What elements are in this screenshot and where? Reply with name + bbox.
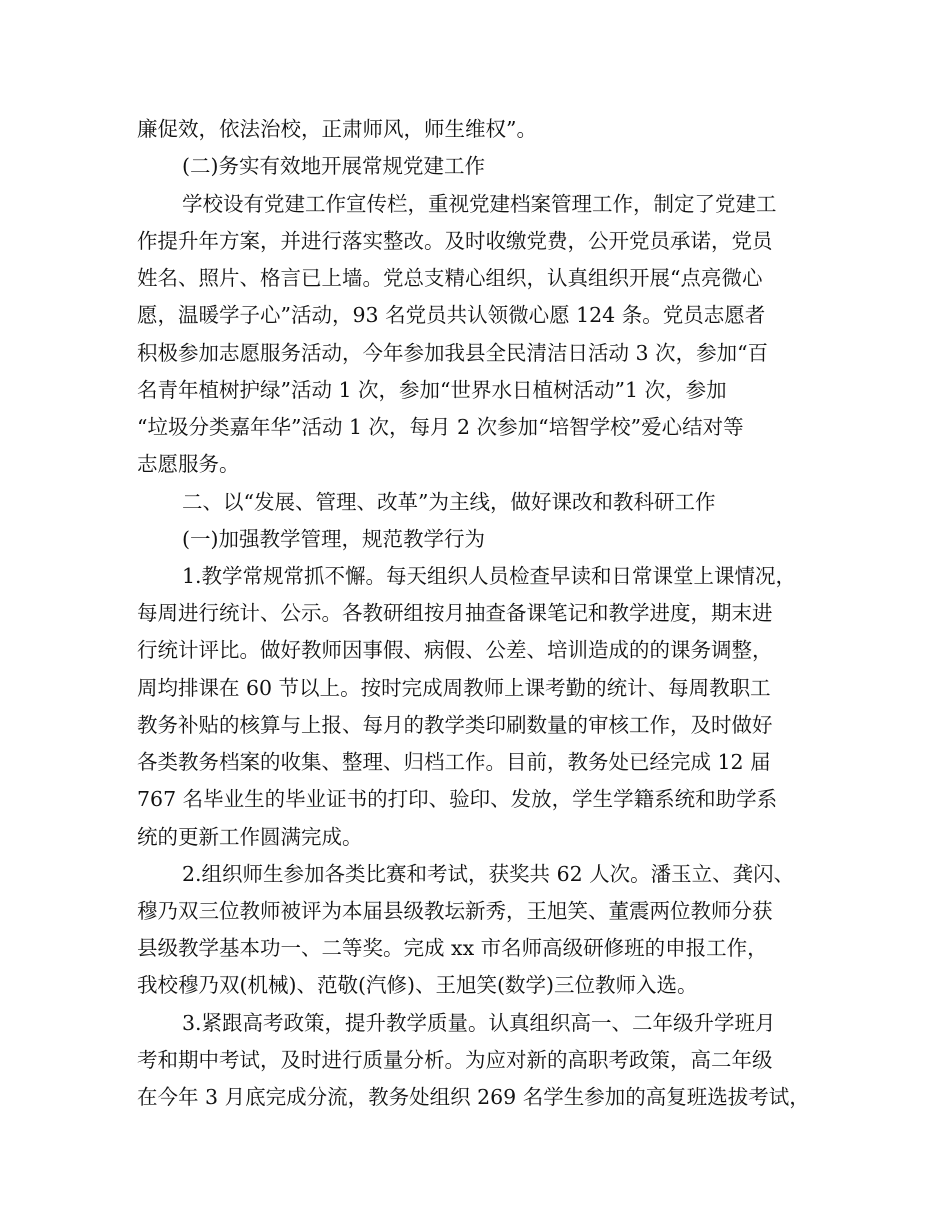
subsection-heading: (一)加强教学管理，规范教学行为 xyxy=(182,527,485,551)
text-line: 作提升年方案，并进行落实整改。及时收缴党费，公开党员承诺，党员 xyxy=(137,229,773,253)
text-line: 各类教务档案的收集、整理、归档工作。目前，教务处已经完成 12 届 xyxy=(137,750,771,774)
text-line: 我校穆乃双(机械)、范敬(汽修)、王旭笑(数学)三位教师入选。 xyxy=(137,973,698,997)
text-line: 教务补贴的核算与上报、每月的教学类印刷数量的审核工作，及时做好 xyxy=(137,713,773,737)
text-line: 行统计评比。做好教师因事假、病假、公差、培训造成的的课务调整， xyxy=(137,638,773,662)
text-line: 名青年植树护绿”活动 1 次，参加“世界水日植树活动”1 次，参加 xyxy=(137,378,727,402)
text-line: 学校设有党建工作宣传栏，重视党建档案管理工作，制定了党建工 xyxy=(182,192,777,216)
text-line: 考和期中考试，及时进行质量分析。为应对新的高职考政策，高二年级 xyxy=(137,1048,773,1072)
text-line: 县级教学基本功一、二等奖。完成 xx 市名师高级研修班的申报工作， xyxy=(137,936,768,960)
text-line: 767 名毕业生的毕业证书的打印、验印、发放，学生学籍系统和助学系 xyxy=(137,787,778,811)
text-line: 廉促效，依法治校，正肃师风，师生维权”。 xyxy=(137,117,537,141)
text-line: 在今年 3 月底完成分流，教务处组织 269 名学生参加的高复班选拔考试， xyxy=(137,1085,810,1109)
text-line: 志愿服务。 xyxy=(137,452,240,476)
text-line: 积极参加志愿服务活动，今年参加我县全民清洁日活动 3 次，参加“百 xyxy=(137,341,769,365)
text-line: 3.紧跟高考政策，提升教学质量。认真组织高一、二年级升学班月 xyxy=(182,1011,776,1035)
text-line: 周均排课在 60 节以上。按时完成周教师上课考勤的统计、每周教职工 xyxy=(137,676,771,700)
section-heading: 二、以“发展、管理、改革”为主线，做好课改和教科研工作 xyxy=(182,490,716,514)
text-line: 姓名、照片、格言已上墙。党总支精心组织，认真组织开展“点亮微心 xyxy=(137,266,763,290)
text-line: 穆乃双三位教师被评为本届县级教坛新秀，王旭笑、董震两位教师分获 xyxy=(137,899,773,923)
text-line: “垃圾分类嘉年华”活动 1 次，每月 2 次参加“培智学校”爱心结对等 xyxy=(137,415,744,439)
text-line: 愿，温暖学子心”活动，93 名党员共认领微心愿 124 条。党员志愿者 xyxy=(137,303,766,327)
text-line: 1.教学常规常抓不懈。每天组织人员检查早读和日常课堂上课情况， xyxy=(182,564,797,588)
text-line: 每周进行统计、公示。各教研组按月抽查备课笔记和教学进度，期末进 xyxy=(137,601,773,625)
text-line: 2.组织师生参加各类比赛和考试，获奖共 62 人次。潘玉立、龚闪、 xyxy=(182,862,795,886)
section-heading: (二)务实有效地开展常规党建工作 xyxy=(182,154,485,178)
text-line: 统的更新工作圆满完成。 xyxy=(137,825,363,849)
